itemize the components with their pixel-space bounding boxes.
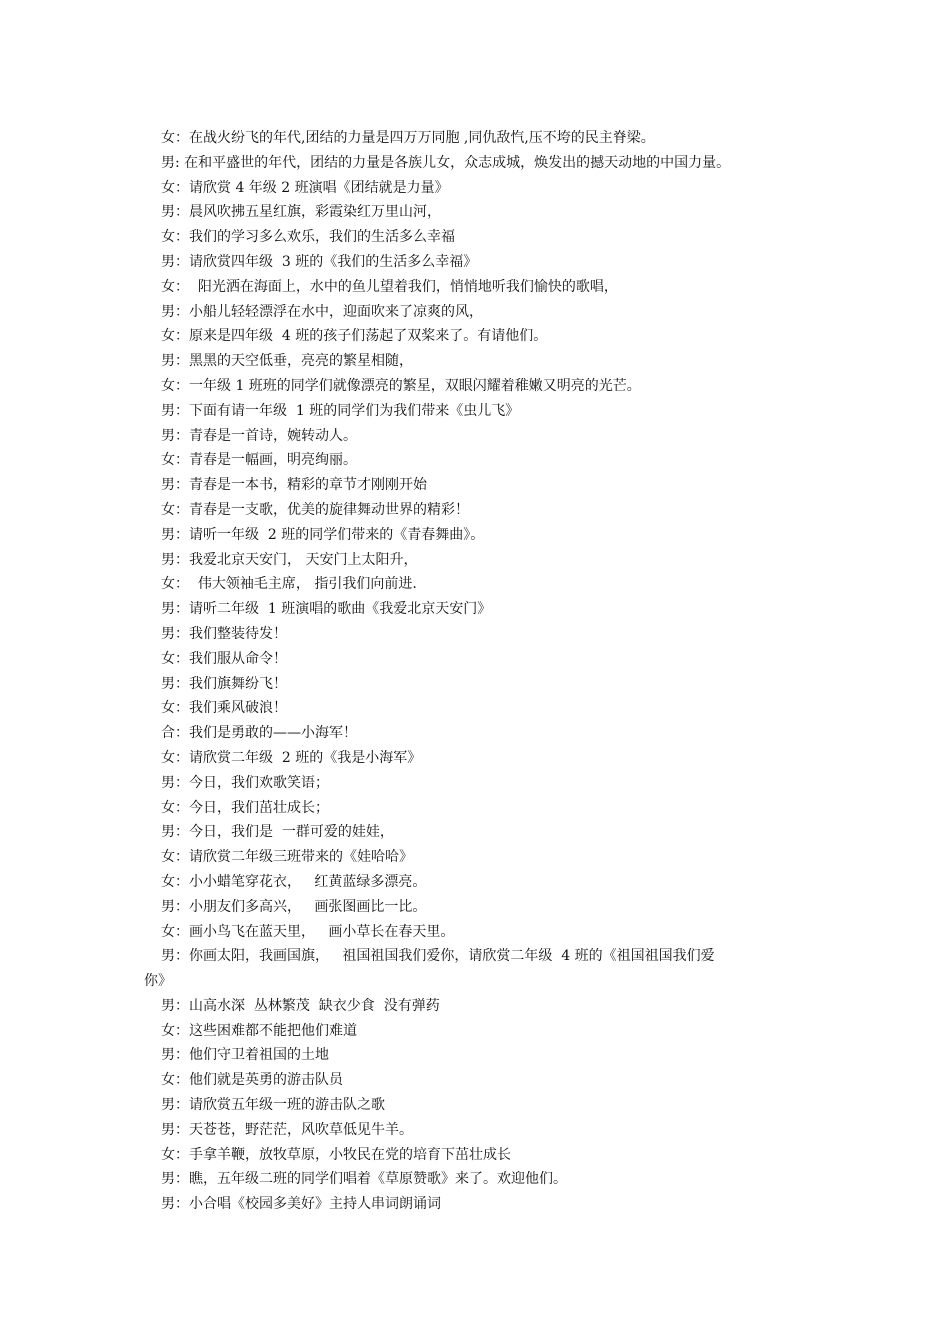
dialogue-line: 女：一年级 1 班班的同学们就像漂亮的繁星，双眼闪耀着稚嫩又明亮的光芒。 xyxy=(161,377,641,394)
dialogue-line: 男：请听二年级 1 班演唱的歌曲《我爱北京天安门》 xyxy=(161,601,492,618)
dialogue-line: 女：手拿羊鞭，放牧草原，小牧民在党的培育下茁壮成长 xyxy=(161,1146,511,1163)
dialogue-line: 男：我爱北京天安门， 天安门上太阳升， xyxy=(161,551,418,568)
dialogue-line: 女：这些困难都不能把他们难道 xyxy=(161,1022,357,1039)
dialogue-line: 男：请欣赏五年级一班的游击队之歌 xyxy=(161,1097,385,1114)
dialogue-line: 男：小朋友们多高兴， 画张图画比一比。 xyxy=(161,898,427,915)
dialogue-line: 男：天苍苍，野茫茫，风吹草低见牛羊。 xyxy=(161,1121,413,1138)
dialogue-line: 女：我们的学习多么欢乐，我们的生活多么幸福 xyxy=(161,229,455,246)
dialogue-line: 女： 伟大领袖毛主席， 指引我们向前进. xyxy=(161,576,417,593)
dialogue-line: 男: 在和平盛世的年代，团结的力量是各族儿女，众志成城，焕发出的撼天动地的中国力量。 xyxy=(161,154,731,171)
dialogue-line: 男：下面有请一年级 1 班的同学们为我们带来《虫儿飞》 xyxy=(161,402,520,419)
dialogue-line: 女： 阳光洒在海面上，水中的鱼儿望着我们，悄悄地听我们愉快的歌唱， xyxy=(161,278,618,295)
dialogue-line: 女：请欣赏 4 年级 2 班演唱《团结就是力量》 xyxy=(161,179,449,196)
dialogue-line: 女：请欣赏二年级三班带来的《娃哈哈》 xyxy=(161,849,413,866)
dialogue-line: 女：小小蜡笔穿花衣， 红黄蓝绿多漂亮。 xyxy=(161,873,427,890)
dialogue-line: 男：他们守卫着祖国的土地 xyxy=(161,1047,329,1064)
dialogue-line: 女：画小鸟飞在蓝天里， 画小草长在春天里。 xyxy=(161,923,455,940)
script-text-body xyxy=(144,126,864,1217)
dialogue-line: 男：你画太阳，我画国旗， 祖国祖国我们爱你，请欣赏二年级 4 班的《祖国祖国我们爱 xyxy=(161,948,715,965)
dialogue-line: 男：我们旗舞纷飞！ xyxy=(161,675,287,692)
dialogue-line: 男：小合唱《校园多美好》主持人串词朗诵词 xyxy=(161,1196,441,1213)
dialogue-line: 男：今日，我们是 一群可爱的娃娃， xyxy=(161,824,394,841)
dialogue-line: 男：山高水深 丛林繁茂 缺衣少食 没有弹药 xyxy=(161,997,440,1014)
dialogue-line: 女：他们就是英勇的游击队员 xyxy=(161,1072,343,1089)
dialogue-line: 男：瞧，五年级二班的同学们唱着《草原赞歌》来了。欢迎他们。 xyxy=(161,1171,567,1188)
dialogue-line: 男：请听一年级 2 班的同学们带来的《青春舞曲》。 xyxy=(161,526,485,543)
dialogue-line: 男：黑黑的天空低垂，亮亮的繁星相随， xyxy=(161,353,413,370)
dialogue-line: 女：在战火纷飞的年代,团结的力量是四万万同胞 ,同仇敌忾,压不垮的民主脊梁。 xyxy=(161,130,655,146)
dialogue-line: 男：我们整装待发！ xyxy=(161,625,287,642)
dialogue-line: 女：原来是四年级 4 班的孩子们荡起了双桨来了。有请他们。 xyxy=(161,328,548,345)
dialogue-line: 男：青春是一本书，精彩的章节才刚刚开始 xyxy=(161,477,427,494)
dialogue-line: 女：请欣赏二年级 2 班的《我是小海军》 xyxy=(161,749,422,766)
dialogue-line: 女：青春是一支歌，优美的旋律舞动世界的精彩！ xyxy=(161,501,469,518)
dialogue-line: 男：晨风吹拂五星红旗，彩霞染红万里山河， xyxy=(161,204,441,221)
dialogue-line: 男：青春是一首诗，婉转动人。 xyxy=(161,427,357,444)
dialogue-line: 男：小船儿轻轻漂浮在水中，迎面吹来了凉爽的风， xyxy=(161,303,483,320)
dialogue-line: 女：青春是一幅画，明亮绚丽。 xyxy=(161,452,357,469)
dialogue-line-continuation: 你》 xyxy=(144,973,172,990)
dialogue-line: 男：请欣赏四年级 3 班的《我们的生活多么幸福》 xyxy=(161,253,478,270)
dialogue-line: 合：我们是勇敢的——小海军！ xyxy=(161,725,357,742)
dialogue-line: 女：今日，我们茁壮成长； xyxy=(161,799,329,816)
dialogue-line: 女：我们服从命令！ xyxy=(161,650,287,667)
dialogue-line: 男：今日，我们欢歌笑语； xyxy=(161,774,329,791)
dialogue-line: 女：我们乘风破浪！ xyxy=(161,700,287,717)
